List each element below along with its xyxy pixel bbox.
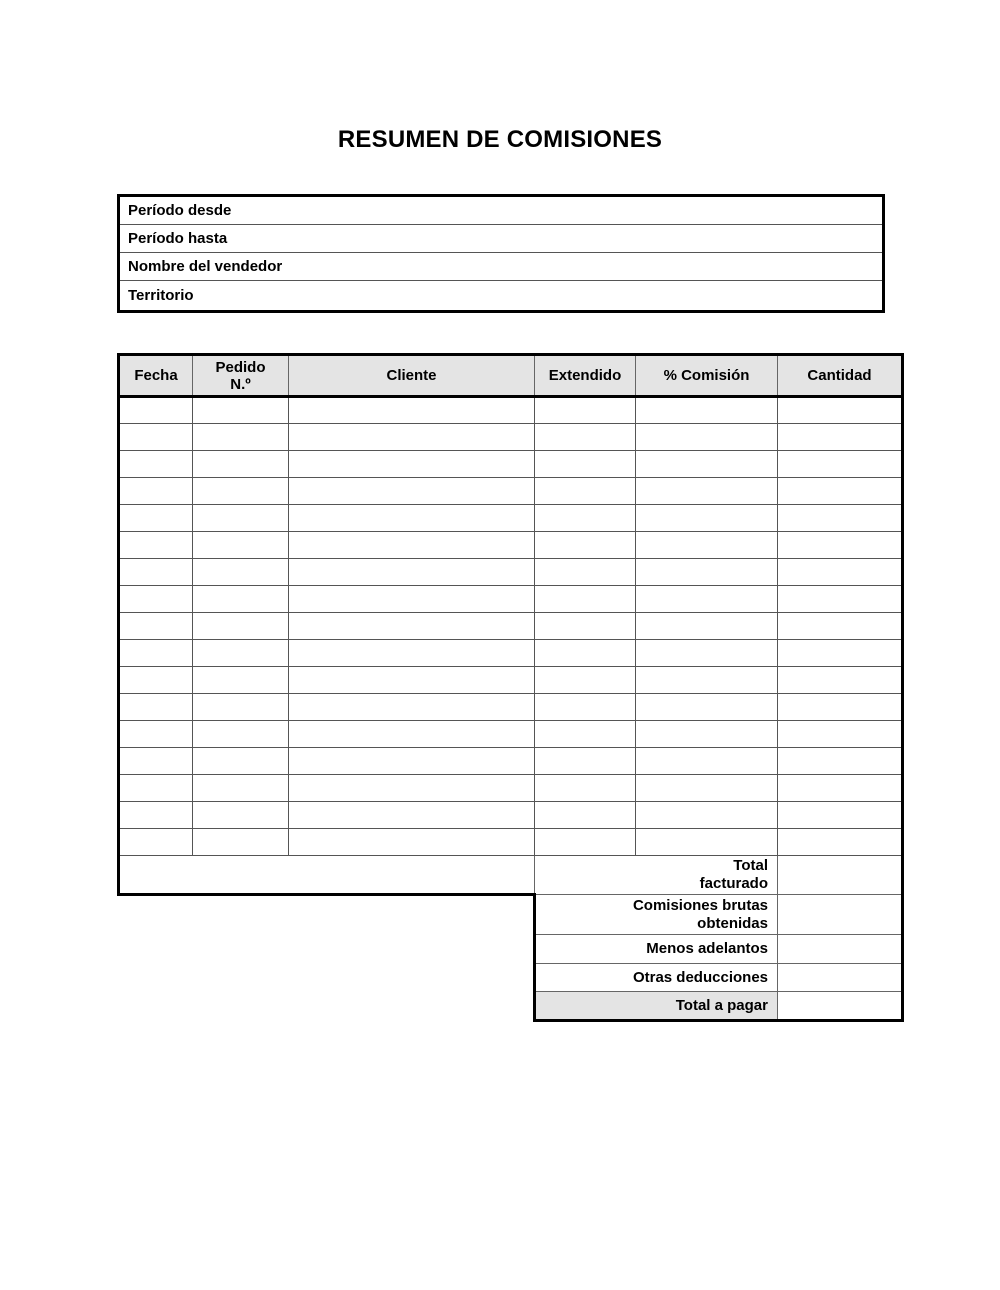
cell-extendido[interactable] [535,613,636,640]
page-title: RESUMEN DE COMISIONES [337,126,663,153]
info-label: Período hasta [128,230,228,247]
header-cliente: Cliente [289,355,535,397]
cell-extendido[interactable] [535,532,636,559]
cell-cantidad[interactable] [778,640,903,667]
cell-comision[interactable] [636,748,778,775]
cell-fecha[interactable] [119,694,193,721]
cell-cliente[interactable] [289,559,535,586]
spacer [119,935,535,964]
cell-cliente[interactable] [289,451,535,478]
cell-extendido[interactable] [535,451,636,478]
info-field-periodo-hasta[interactable] [120,225,882,253]
cell-fecha[interactable] [119,532,193,559]
cell-comision[interactable] [636,721,778,748]
cell-pedido[interactable] [193,775,289,802]
summary-row-total-facturado [119,856,903,895]
cell-pedido[interactable] [193,667,289,694]
cell-cliente[interactable] [289,397,535,424]
cell-cantidad[interactable] [778,559,903,586]
info-label: Territorio [128,287,194,304]
cell-fecha[interactable] [119,397,193,424]
cell-extendido[interactable] [535,694,636,721]
cell-pedido[interactable] [193,802,289,829]
cell-pedido[interactable] [193,559,289,586]
cell-extendido[interactable] [535,640,636,667]
table-row [119,505,903,532]
header-pedido [193,355,289,397]
summary-value-total-a-pagar[interactable] [778,992,903,1021]
cell-cliente[interactable] [289,532,535,559]
cell-comision[interactable] [636,829,778,856]
cell-extendido[interactable] [535,424,636,451]
cell-comision[interactable] [636,802,778,829]
info-field-periodo-desde[interactable] [120,197,882,225]
cell-cantidad[interactable] [778,802,903,829]
summary-label: Otras deducciones [535,964,778,992]
table-row [119,802,903,829]
cell-cliente[interactable] [289,748,535,775]
cell-extendido[interactable] [535,667,636,694]
summary-label: Total a pagar [535,992,778,1021]
cell-extendido[interactable] [535,478,636,505]
cell-cantidad[interactable] [778,532,903,559]
cell-cantidad[interactable] [778,775,903,802]
cell-extendido[interactable] [535,829,636,856]
cell-cliente[interactable] [289,424,535,451]
cell-cliente[interactable] [289,640,535,667]
cell-pedido[interactable] [193,694,289,721]
cell-comision[interactable] [636,640,778,667]
info-label: Nombre del vendedor [128,258,283,275]
cell-cliente[interactable] [289,586,535,613]
cell-extendido[interactable] [535,559,636,586]
cell-cliente[interactable] [289,802,535,829]
table-row [119,748,903,775]
cell-fecha[interactable] [119,802,193,829]
cell-fecha[interactable] [119,748,193,775]
cell-pedido[interactable] [193,505,289,532]
cell-extendido[interactable] [535,586,636,613]
table-row [119,667,903,694]
cell-fecha[interactable] [119,559,193,586]
table-row [119,775,903,802]
cell-cliente[interactable] [289,613,535,640]
cell-cantidad[interactable] [778,397,903,424]
cell-comision[interactable] [636,613,778,640]
info-label: Período desde [128,202,232,219]
cell-comision[interactable] [636,532,778,559]
summary-label: Comisiones brutas obtenidas [535,895,778,935]
summary-value-otras-deducciones[interactable] [778,964,903,992]
cell-fecha[interactable] [119,721,193,748]
cell-cantidad[interactable] [778,505,903,532]
table-row [119,397,903,424]
cell-pedido[interactable] [193,748,289,775]
cell-cantidad[interactable] [778,667,903,694]
summary-row-comisiones-brutas [119,895,903,935]
cell-fecha[interactable] [119,613,193,640]
cell-fecha[interactable] [119,775,193,802]
cell-extendido[interactable] [535,505,636,532]
spacer [119,992,535,1021]
table-row [119,478,903,505]
cell-pedido[interactable] [193,721,289,748]
cell-fecha[interactable] [119,829,193,856]
info-field-territorio[interactable] [120,281,882,310]
summary-value-total-facturado[interactable] [778,856,903,895]
cell-extendido[interactable] [535,397,636,424]
header-cantidad: Cantidad [778,355,903,397]
cell-fecha[interactable] [119,424,193,451]
cell-fecha[interactable] [119,451,193,478]
cell-pedido[interactable] [193,640,289,667]
table-row [119,424,903,451]
table-row [119,640,903,667]
cell-pedido[interactable] [193,451,289,478]
cell-comision[interactable] [636,397,778,424]
summary-value-menos-adelantos[interactable] [778,935,903,964]
cell-cantidad[interactable] [778,613,903,640]
cell-extendido[interactable] [535,775,636,802]
cell-cantidad[interactable] [778,586,903,613]
cell-fecha[interactable] [119,586,193,613]
table-row [119,559,903,586]
cell-comision[interactable] [636,451,778,478]
cell-cantidad[interactable] [778,478,903,505]
cell-cantidad[interactable] [778,748,903,775]
cell-pedido[interactable] [193,397,289,424]
spacer [119,895,535,935]
cell-pedido[interactable] [193,586,289,613]
info-field-nombre-vendedor[interactable] [120,253,882,281]
cell-fecha[interactable] [119,505,193,532]
blank-summary-area [119,856,535,895]
summary-value-comisiones-brutas[interactable] [778,895,903,935]
cell-cliente[interactable] [289,775,535,802]
table-row [119,451,903,478]
table-header-row [119,355,903,397]
header-extendido: Extendido [535,355,636,397]
summary-row-menos-adelantos [119,935,903,964]
cell-comision[interactable] [636,559,778,586]
spacer [119,964,535,992]
summary-row-total-a-pagar [119,992,903,1021]
cell-pedido[interactable] [193,478,289,505]
cell-cantidad[interactable] [778,721,903,748]
cell-cliente[interactable] [289,667,535,694]
cell-cliente[interactable] [289,478,535,505]
cell-cliente[interactable] [289,721,535,748]
table-row [119,586,903,613]
cell-fecha[interactable] [119,640,193,667]
cell-extendido[interactable] [535,748,636,775]
cell-fecha[interactable] [119,667,193,694]
cell-cliente[interactable] [289,505,535,532]
header-pedido-label: Pedido N.º [215,358,266,393]
cell-cantidad[interactable] [778,424,903,451]
cell-comision[interactable] [636,424,778,451]
cell-comision[interactable] [636,586,778,613]
cell-fecha[interactable] [119,478,193,505]
summary-row-otras-deducciones [119,964,903,992]
cell-cantidad[interactable] [778,829,903,856]
cell-comision[interactable] [636,667,778,694]
cell-pedido[interactable] [193,532,289,559]
table-row [119,532,903,559]
table-body [119,397,903,856]
cell-comision[interactable] [636,505,778,532]
header-comision: % Comisión [636,355,778,397]
cell-comision[interactable] [636,694,778,721]
header-fecha: Fecha [119,355,193,397]
cell-extendido[interactable] [535,721,636,748]
cell-pedido[interactable] [193,424,289,451]
summary-label: Menos adelantos [535,935,778,964]
cell-pedido[interactable] [193,613,289,640]
cell-cliente[interactable] [289,694,535,721]
cell-cantidad[interactable] [778,451,903,478]
period-info-box [117,194,885,313]
table-row [119,613,903,640]
cell-comision[interactable] [636,478,778,505]
cell-cantidad[interactable] [778,694,903,721]
cell-extendido[interactable] [535,802,636,829]
table-row [119,721,903,748]
cell-cliente[interactable] [289,829,535,856]
summary-label: Total facturado [535,856,778,895]
cell-comision[interactable] [636,775,778,802]
commissions-table [117,353,904,1022]
table-row [119,829,903,856]
table-row [119,694,903,721]
cell-pedido[interactable] [193,829,289,856]
